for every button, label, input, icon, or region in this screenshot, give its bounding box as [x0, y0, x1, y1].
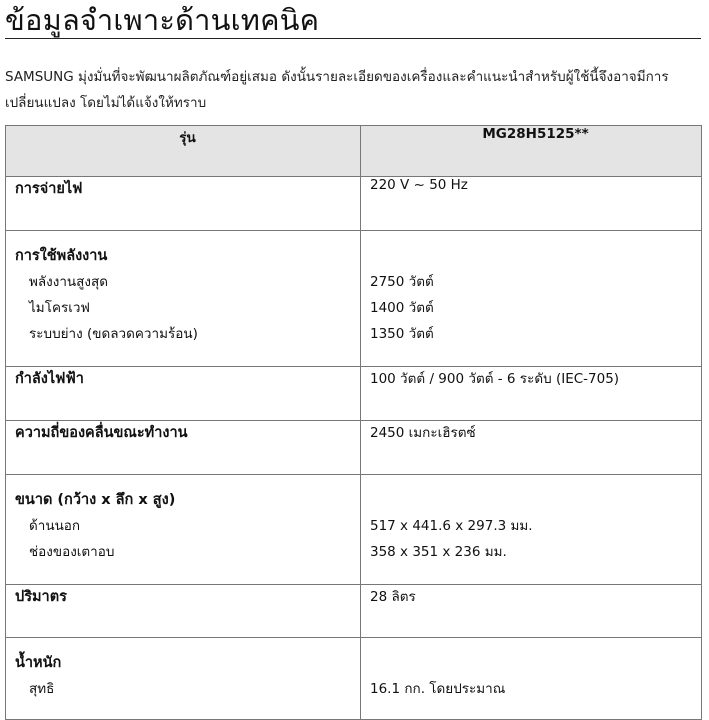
row-output-power [6, 367, 702, 421]
row-dimensions [6, 475, 702, 585]
row-power-consumption [6, 231, 702, 367]
power-max-name: พลังงานสูงสุด [29, 274, 109, 290]
dimensions-label: ขนาด (กว้าง x ลึก x สูง) [15, 492, 176, 508]
power-consumption-label: การใช้พลังงาน [15, 248, 108, 264]
power-supply-label: การจ่ายไฟ [6, 177, 361, 231]
power-microwave-value: 1400 วัตต์ [370, 300, 434, 316]
intro-line-2: เปลี่ยนแปลง โดยไม่ได้แจ้งให้ทราบ [5, 95, 207, 111]
row-weight [6, 638, 702, 720]
intro-line-1: SAMSUNG มุ่งมั่นที่จะพัฒนาผลิตภัณฑ์อยู่เสมอ ดังนั้นรายละเอียดของเครื่องและคำแนะนำสำหรับผู้ใช้นี้จึงอาจมีการ [5, 69, 669, 85]
row-power-supply [6, 177, 702, 231]
intro-text [5, 64, 701, 116]
weight-net-value: 16.1 กก. โดยประมาณ [370, 681, 506, 697]
power-supply-value: 220 V ~ 50 Hz [361, 177, 702, 231]
weight-values [361, 638, 702, 720]
power-consumption-values [361, 231, 702, 367]
title-underline [5, 38, 701, 39]
power-consumption-cell [6, 231, 361, 367]
frequency-value: 2450 เมกะเฮิรตซ์ [361, 421, 702, 475]
dimensions-cavity-name: ช่องของเตาอบ [29, 544, 115, 560]
table-header-row [6, 126, 702, 177]
header-model: MG28H5125** [361, 126, 702, 177]
dimensions-outer-value: 517 x 441.6 x 297.3 มม. [370, 518, 533, 534]
row-frequency [6, 421, 702, 475]
frequency-label: ความถี่ของคลื่นขณะทำงาน [6, 421, 361, 475]
volume-value: 28 ลิตร [361, 585, 702, 638]
power-grill-name: ระบบย่าง (ขดลวดความร้อน) [29, 326, 198, 342]
dimensions-values [361, 475, 702, 585]
weight-label: น้ำหนัก [15, 655, 62, 671]
dimensions-cavity-value: 358 x 351 x 236 มม. [370, 544, 507, 560]
page-title: ข้อมูลจำเพาะด้านเทคนิค [5, 3, 320, 37]
power-microwave-name: ไมโครเวฟ [29, 300, 90, 316]
power-grill-value: 1350 วัตต์ [370, 326, 434, 342]
dimensions-cell [6, 475, 361, 585]
spec-table [5, 125, 702, 720]
output-power-label: กำลังไฟฟ้า [6, 367, 361, 421]
header-label: รุ่น [6, 126, 361, 177]
weight-cell [6, 638, 361, 720]
weight-net-name: สุทธิ [29, 681, 55, 697]
row-volume [6, 585, 702, 638]
volume-label: ปริมาตร [6, 585, 361, 638]
dimensions-outer-name: ด้านนอก [29, 518, 81, 534]
power-max-value: 2750 วัตต์ [370, 274, 434, 290]
output-power-value: 100 วัตต์ / 900 วัตต์ - 6 ระดับ (IEC-705) [361, 367, 702, 421]
